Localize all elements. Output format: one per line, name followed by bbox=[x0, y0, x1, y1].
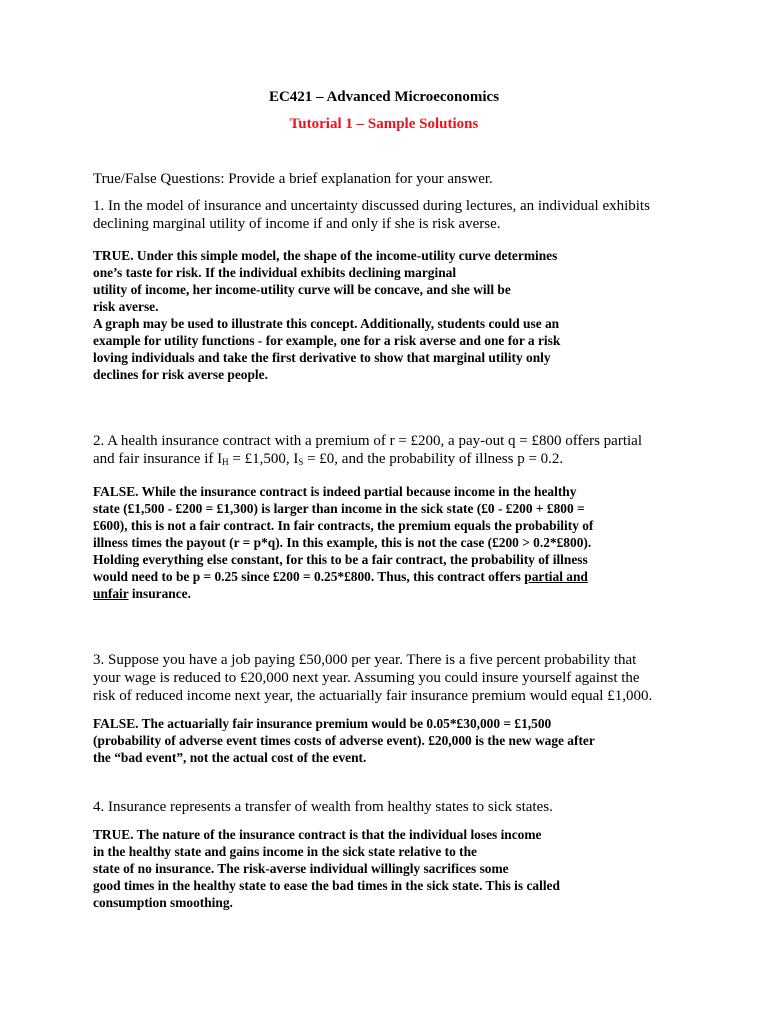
answer-3 bbox=[93, 715, 595, 766]
question-3-line: 3. Suppose you have a job paying £50,000 per year. There is a five percent probability that bbox=[93, 652, 637, 668]
answer-4-line: TRUE. The nature of the insurance contract is that the individual loses income bbox=[93, 827, 542, 842]
answer-2-line: £600), this is not a fair contract. In fair contracts, the premium equals the probability of bbox=[93, 518, 594, 533]
question-3-line: risk of reduced income next year, the actuarially fair insurance premium would equal £1,000. bbox=[93, 688, 653, 704]
question-3 bbox=[93, 651, 652, 705]
answer-1 bbox=[93, 247, 560, 383]
answer-3-line: (probability of adverse event times costs of adverse event). £20,000 is the new wage after bbox=[93, 733, 595, 748]
question-1-line: 1. In the model of insurance and uncertainty discussed during lectures, an individual exhibits bbox=[93, 198, 650, 214]
answer-1-line: one’s taste for risk. If the individual exhibits declining marginal bbox=[93, 265, 457, 280]
answer-3-line: the “bad event”, not the actual cost of the event. bbox=[93, 750, 367, 765]
answer-1-line: example for utility functions - for example, one for a risk averse and one for a risk bbox=[93, 333, 561, 348]
answer-4-line: state of no insurance. The risk-averse individual willingly sacrifices some bbox=[93, 861, 509, 876]
answer-2-text: would need to be p = 0.25 since £200 = 0.25*£800. Thus, this contract offers bbox=[93, 569, 525, 584]
course-title: EC421 – Advanced Microeconomics bbox=[268, 89, 500, 105]
answer-1-line: declines for risk averse people. bbox=[93, 367, 268, 382]
answer-1-line: loving individuals and take the first derivative to show that marginal utility only bbox=[93, 350, 551, 365]
subscript-h: H bbox=[222, 457, 229, 467]
answer-2-line bbox=[93, 568, 593, 585]
question-3-line: your wage is reduced to £20,000 next year. Assuming you could insure yourself against the bbox=[93, 670, 640, 686]
answer-1-line: risk averse. bbox=[93, 299, 159, 314]
question-1-line: declining marginal utility of income if and only if she is risk averse. bbox=[93, 216, 501, 232]
answer-4 bbox=[93, 826, 560, 911]
instructions: True/False Questions: Provide a brief explanation for your answer. bbox=[93, 171, 493, 187]
answer-2-underlined: unfair bbox=[93, 586, 129, 601]
question-2-line: 2. A health insurance contract with a premium of r = £200, a pay-out q = £800 offers partial bbox=[93, 433, 642, 449]
question-1 bbox=[93, 197, 650, 233]
tutorial-subtitle: Tutorial 1 – Sample Solutions bbox=[289, 116, 479, 132]
answer-2-line: illness times the payout (r = p*q). In this example, this is not the case (£200 > 0.2*£800). bbox=[93, 535, 592, 550]
question-2 bbox=[93, 432, 642, 468]
answer-2 bbox=[93, 483, 593, 602]
answer-2-line bbox=[93, 585, 593, 602]
answer-1-line: A graph may be used to illustrate this concept. Additionally, students could use an bbox=[93, 316, 560, 331]
answer-2-line: FALSE. While the insurance contract is indeed partial because income in the healthy bbox=[93, 484, 577, 499]
question-2-line bbox=[93, 450, 642, 468]
answer-2-text: insurance. bbox=[128, 586, 191, 601]
question-2-text: = £0, and the probability of illness p = 0.2. bbox=[303, 451, 564, 467]
answer-1-line: TRUE. Under this simple model, the shape of the income-utility curve determines bbox=[93, 248, 558, 263]
answer-2-line: state (£1,500 - £200 = £1,300) is larger than income in the sick state (£0 - £200 + £800 = bbox=[93, 501, 585, 516]
question-4 bbox=[93, 798, 553, 816]
answer-4-line: good times in the healthy state to ease the bad times in the sick state. This is called bbox=[93, 878, 560, 893]
answer-2-line: Holding everything else constant, for this to be a fair contract, the probability of illness bbox=[93, 552, 588, 567]
answer-3-line: FALSE. The actuarially fair insurance premium would be 0.05*£30,000 = £1,500 bbox=[93, 716, 552, 731]
answer-1-line: utility of income, her income-utility curve will be concave, and she will be bbox=[93, 282, 511, 297]
subscript-s: S bbox=[298, 457, 304, 467]
question-2-text: = £1,500, I bbox=[228, 451, 299, 467]
question-2-text: and fair insurance if I bbox=[93, 451, 223, 467]
answer-4-line: consumption smoothing. bbox=[93, 895, 233, 910]
answer-2-underlined: partial and bbox=[524, 569, 588, 584]
question-4-line: 4. Insurance represents a transfer of wealth from healthy states to sick states. bbox=[93, 799, 553, 815]
answer-4-line: in the healthy state and gains income in the sick state relative to the bbox=[93, 844, 477, 859]
